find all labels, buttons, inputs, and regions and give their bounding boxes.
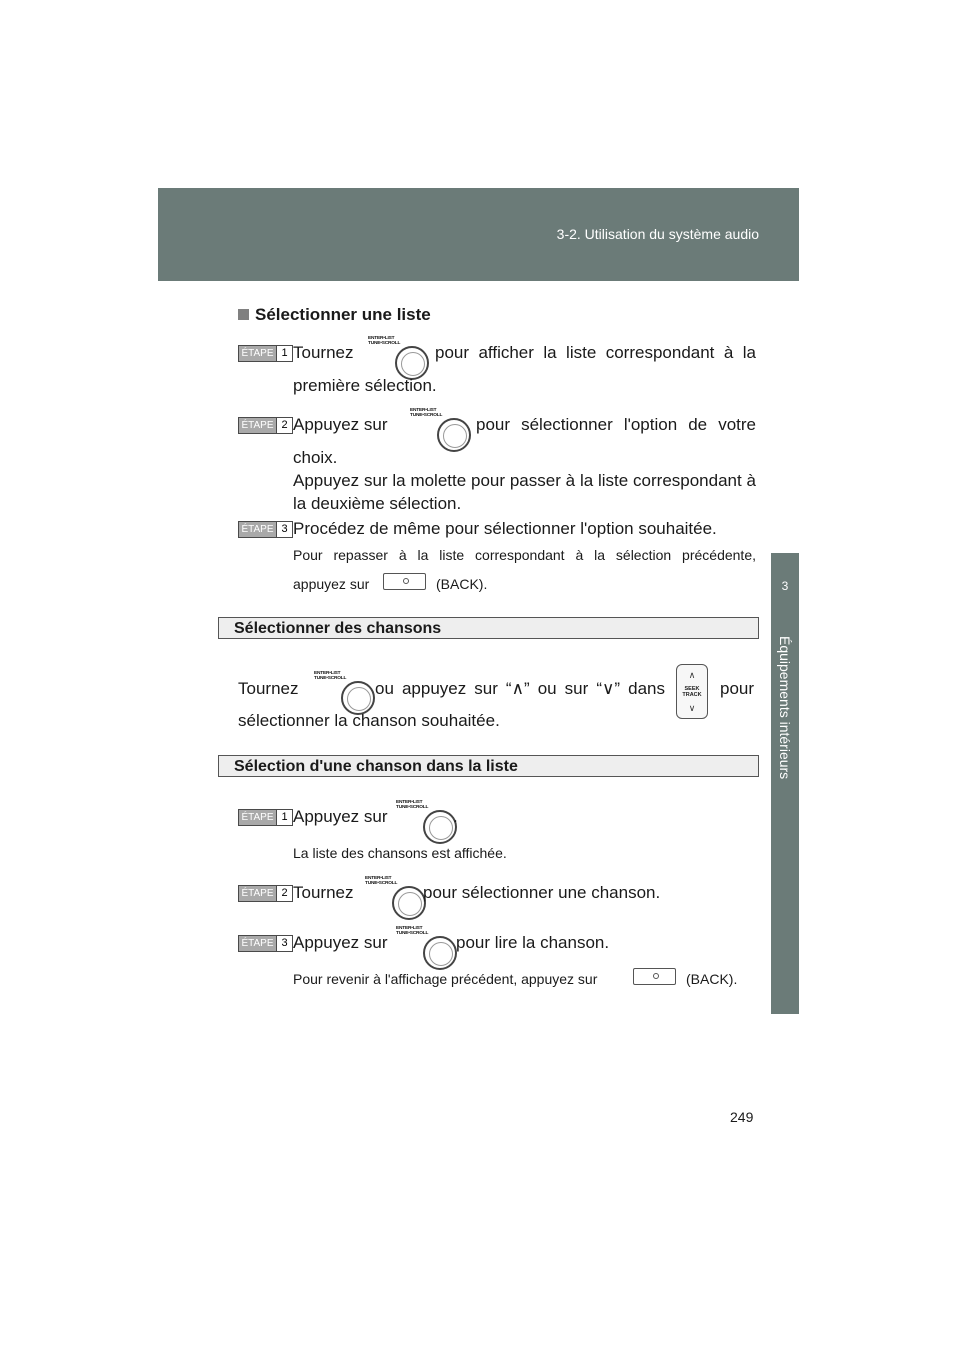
step-badge-3	[238, 521, 293, 538]
playlist-section-title: Sélection d'une chanson dans la liste	[234, 758, 518, 775]
list-step1-text-cont: première sélection.	[293, 376, 437, 395]
playlist-section-header	[218, 755, 759, 777]
playlist-step2-text-after: pour sélectionner une chanson.	[423, 883, 661, 902]
playlist-note-after: (BACK).	[686, 971, 738, 987]
list-section-heading	[238, 304, 431, 326]
step-badge-1	[238, 345, 293, 362]
enter-list-knob-icon: ENTER•LIST TUNE•SCROLL	[312, 671, 382, 719]
enter-list-knob-icon: ENTER•LIST TUNE•SCROLL	[394, 926, 464, 974]
enter-list-knob-icon: ENTER•LIST TUNE•SCROLL	[366, 336, 436, 384]
step-badge-number: 3	[276, 936, 292, 951]
step-badge-label: ÉTAPE	[241, 524, 274, 535]
step-badge-1	[238, 809, 293, 826]
playlist-step3-text-after: pour lire la chanson.	[456, 933, 610, 952]
chapter-label: Équipements intérieurs	[777, 636, 793, 780]
step-badge-number: 2	[276, 886, 292, 901]
songs-line1-c: pour	[720, 679, 755, 698]
playlist-step2-text-before: Tournez	[293, 883, 354, 902]
step-badge-label: ÉTAPE	[241, 348, 274, 359]
songs-line2: sélectionner la chanson souhaitée.	[238, 711, 500, 730]
playlist-step1-note: La liste des chansons est affichée.	[293, 845, 507, 861]
list-step2-text-cont: choix.	[293, 448, 338, 467]
list-step2-text-after: pour sélectionner l'option de votre	[476, 415, 756, 434]
enter-list-knob-icon: ENTER•LIST TUNE•SCROLL	[363, 876, 433, 924]
playlist-note-before: Pour revenir à l'affichage précédent, appuyez sur	[293, 971, 598, 987]
list-step2-line4: la deuxième sélection.	[293, 494, 462, 513]
step-badge-number: 2	[276, 418, 292, 433]
step-badge-label: ÉTAPE	[241, 420, 274, 431]
chapter-header	[158, 188, 799, 281]
songs-section-header	[218, 617, 759, 639]
page-number: 249	[730, 1109, 754, 1125]
playlist-step1-text-after: .	[453, 807, 458, 826]
list-step2-line3: Appuyez sur la molette pour passer à la liste correspondant à	[293, 471, 756, 490]
back-button-icon	[633, 968, 676, 985]
step-badge-3	[238, 935, 293, 952]
list-section-title: Sélectionner une liste	[255, 305, 431, 324]
enter-list-knob-icon: ENTER•LIST TUNE•SCROLL	[408, 408, 478, 456]
step-badge-number: 1	[276, 346, 292, 361]
songs-section-title: Sélectionner des chansons	[234, 620, 442, 637]
breadcrumb: 3-2. Utilisation du système audio	[556, 226, 759, 242]
seek-track-button-icon: ∧ SEEK TRACK ∨	[676, 664, 708, 719]
songs-line1-a: Tournez	[238, 679, 299, 698]
list-step1-text-after: pour afficher la liste correspondant à la	[435, 343, 756, 362]
enter-list-knob-icon: ENTER•LIST TUNE•SCROLL	[394, 800, 464, 848]
square-bullet-icon	[238, 309, 249, 320]
songs-line1-b: ou appuyez sur “∧” ou sur “∨” dans	[375, 679, 665, 698]
back-button-icon	[383, 573, 426, 590]
step-badge-label: ÉTAPE	[241, 888, 274, 899]
list-note-line1: Pour repasser à la liste correspondant à la sélection précédente,	[293, 547, 756, 563]
step-badge-number: 1	[276, 810, 292, 825]
chapter-number-tab: 3	[771, 553, 799, 619]
list-step2-text-before: Appuyez sur	[293, 415, 388, 434]
list-step3-text: Procédez de même pour sélectionner l'option souhaitée.	[293, 519, 717, 538]
playlist-step3-text-before: Appuyez sur	[293, 933, 388, 952]
list-note-line2-after: (BACK).	[436, 576, 488, 592]
step-badge-label: ÉTAPE	[241, 938, 274, 949]
step-badge-number: 3	[276, 522, 292, 537]
list-note-line2-before: appuyez sur	[293, 576, 370, 592]
step-badge-label: ÉTAPE	[241, 812, 274, 823]
step-badge-2	[238, 417, 293, 434]
playlist-step1-text-before: Appuyez sur	[293, 807, 388, 826]
step-badge-2	[238, 885, 293, 902]
list-step1-text-before: Tournez	[293, 343, 354, 362]
